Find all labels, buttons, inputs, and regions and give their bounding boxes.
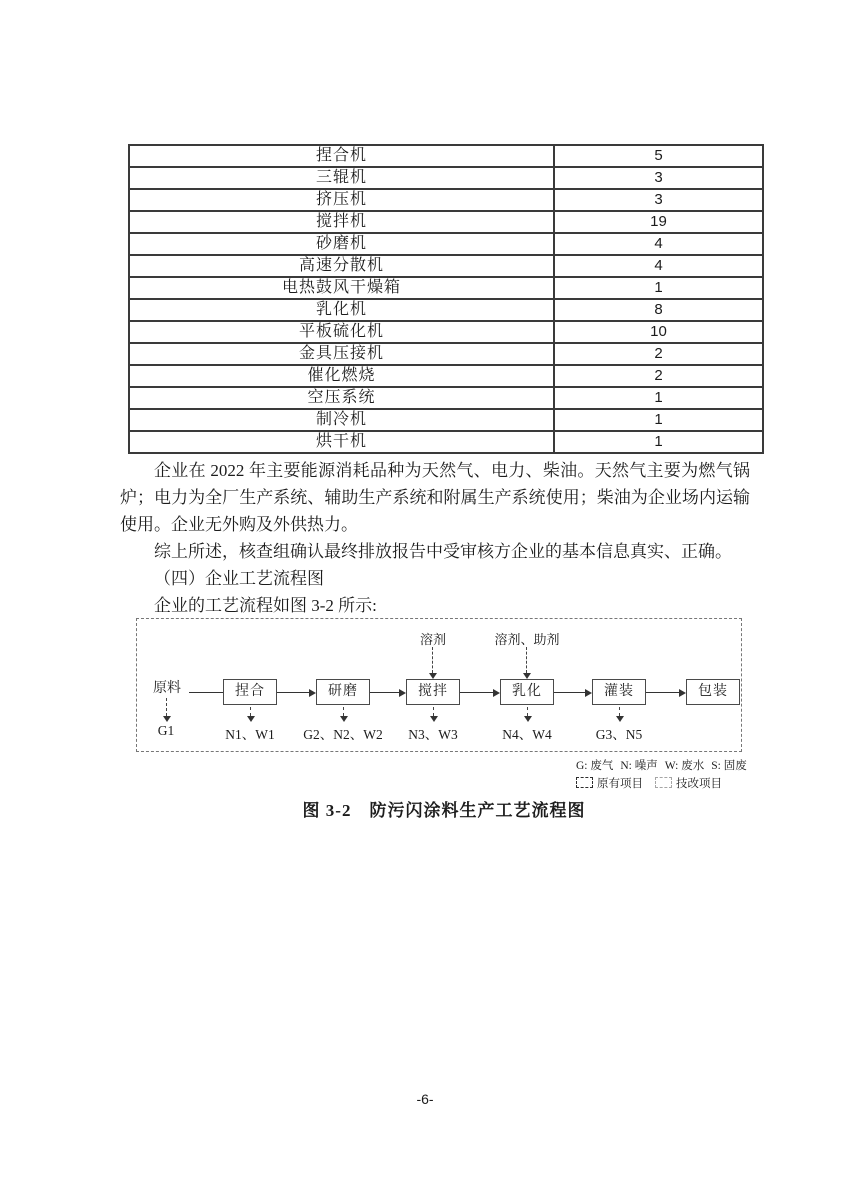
figure-caption: 图 3-2 防污闪涂料生产工艺流程图	[302, 801, 586, 820]
legend-existing-label: 原有项目	[597, 778, 643, 790]
equipment-count: 1	[554, 431, 763, 453]
emission-arrow	[619, 707, 620, 716]
emission-arrow-head	[524, 716, 532, 722]
source-label: 原料	[153, 681, 181, 696]
equipment-name: 平板硫化机	[129, 321, 554, 343]
table-row	[129, 365, 763, 387]
page-number: -6-	[416, 1091, 434, 1107]
legend-code: S: 固废	[711, 760, 747, 772]
emission-arrow-head	[247, 716, 255, 722]
emission-arrow-head	[430, 716, 438, 722]
emission-label: N3、W3	[408, 727, 458, 742]
flow-arrow-head	[493, 689, 500, 697]
process-step-box: 灌装	[592, 679, 646, 705]
equipment-count: 2	[554, 365, 763, 387]
equipment-name: 电热鼓风干燥箱	[129, 277, 554, 299]
flow-arrow-head	[309, 689, 316, 697]
equipment-count: 1	[554, 277, 763, 299]
input-arrow-head	[523, 673, 531, 679]
process-flow-diagram	[136, 618, 742, 752]
flow-arrow-head	[585, 689, 592, 697]
input-arrow	[526, 647, 527, 673]
table-row	[129, 409, 763, 431]
flow-arrow	[646, 692, 680, 693]
equipment-name: 高速分散机	[129, 255, 554, 277]
input-arrow-head	[429, 673, 437, 679]
table-row	[129, 299, 763, 321]
legend-revamp-label: 技改项目	[676, 778, 722, 790]
legend-code: N: 噪声	[620, 760, 658, 772]
process-step-box: 搅拌	[406, 679, 460, 705]
legend-existing-swatch	[576, 777, 593, 788]
emission-label: G1	[157, 723, 175, 738]
equipment-name: 催化燃烧	[129, 365, 554, 387]
input-label: 溶剂	[419, 632, 446, 647]
equipment-count: 1	[554, 409, 763, 431]
equipment-name: 空压系统	[129, 387, 554, 409]
emission-arrow	[343, 707, 344, 716]
equipment-count: 4	[554, 255, 763, 277]
emission-label: G2、N2、W2	[303, 727, 383, 742]
input-label: 溶剂、助剂	[494, 632, 560, 647]
equipment-name: 制冷机	[129, 409, 554, 431]
paragraph-figure-lead: 企业的工艺流程如图 3-2 所示:	[154, 596, 377, 615]
flow-arrow	[460, 692, 494, 693]
equipment-name: 搅拌机	[129, 211, 554, 233]
emission-arrow	[166, 698, 167, 716]
emission-label: N1、W1	[225, 727, 275, 742]
table-row	[129, 321, 763, 343]
process-step-box: 捏合	[223, 679, 277, 705]
paragraph-conclusion: 综上所述，核查组确认最终排放报告中受审核方企业的基本信息真实、正确。	[154, 542, 732, 561]
emission-arrow-head	[616, 716, 624, 722]
equipment-count: 3	[554, 189, 763, 211]
equipment-count: 19	[554, 211, 763, 233]
flow-arrow	[554, 692, 586, 693]
equipment-name: 三辊机	[129, 167, 554, 189]
equipment-count-table	[128, 144, 764, 454]
input-arrow	[432, 647, 433, 673]
equipment-count: 4	[554, 233, 763, 255]
equipment-name: 挤压机	[129, 189, 554, 211]
equipment-count: 5	[554, 145, 763, 167]
equipment-name: 烘干机	[129, 431, 554, 453]
equipment-count: 2	[554, 343, 763, 365]
table-row	[129, 277, 763, 299]
flow-arrow	[370, 692, 400, 693]
table-row	[129, 189, 763, 211]
equipment-count: 10	[554, 321, 763, 343]
table-row	[129, 431, 763, 453]
emission-label: G3、N5	[595, 727, 643, 742]
process-step-box: 研磨	[316, 679, 370, 705]
feed-line	[189, 692, 223, 693]
flow-arrow-head	[679, 689, 686, 697]
equipment-name: 砂磨机	[129, 233, 554, 255]
equipment-count: 8	[554, 299, 763, 321]
emission-arrow	[527, 707, 528, 716]
flow-arrow	[277, 692, 310, 693]
table-row	[129, 255, 763, 277]
paragraph-energy: 企业在 2022 年主要能源消耗品种为天然气、电力、柴油。天然气主要为燃气锅炉；电力为全厂生产系统、辅助生产系统和附属生产系统使用；柴油为企业场内运输使用。企业无外购及外供热力。	[120, 461, 750, 534]
emission-arrow-head	[163, 716, 171, 722]
body-text	[120, 457, 750, 619]
equipment-name: 金具压接机	[129, 343, 554, 365]
table-row	[129, 211, 763, 233]
section-heading: （四）企业工艺流程图	[154, 569, 324, 588]
emission-arrow-head	[340, 716, 348, 722]
table-row	[129, 233, 763, 255]
legend-projects	[576, 775, 722, 791]
process-step-box: 乳化	[500, 679, 554, 705]
flow-arrow-head	[399, 689, 406, 697]
legend-revamp-swatch	[655, 777, 672, 788]
table-row	[129, 145, 763, 167]
emission-label: N4、W4	[502, 727, 552, 742]
table-row	[129, 167, 763, 189]
equipment-count: 1	[554, 387, 763, 409]
emission-arrow	[433, 707, 434, 716]
emission-arrow	[250, 707, 251, 716]
equipment-count: 3	[554, 167, 763, 189]
legend-code: W: 废水	[664, 760, 705, 772]
equipment-name: 捏合机	[129, 145, 554, 167]
table-row	[129, 343, 763, 365]
process-step-box: 包装	[686, 679, 740, 705]
legend-code: G: 废气	[576, 760, 614, 772]
table-row	[129, 387, 763, 409]
legend-codes	[576, 757, 754, 773]
equipment-name: 乳化机	[129, 299, 554, 321]
